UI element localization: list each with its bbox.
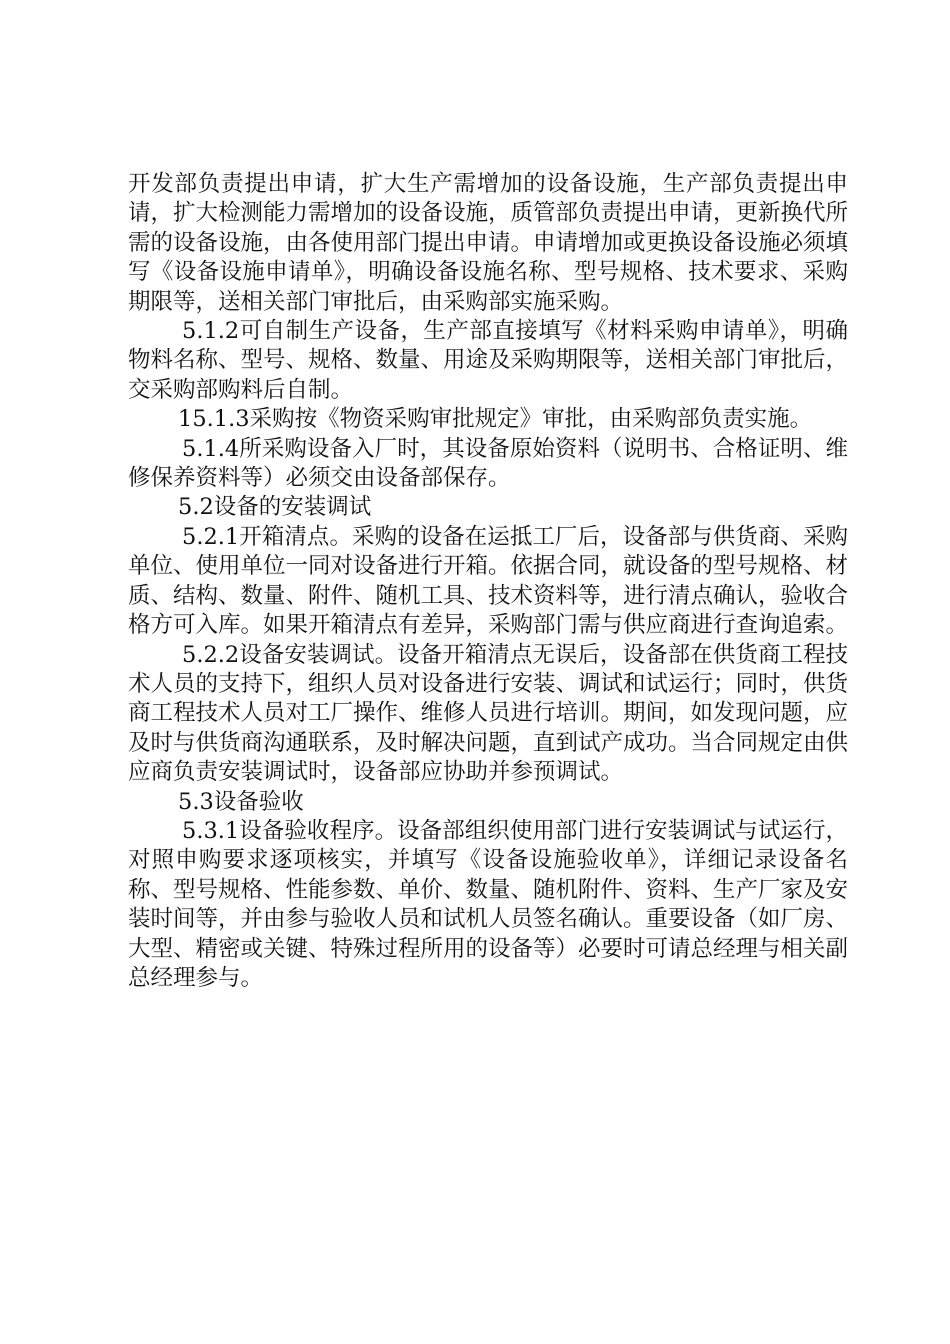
- document-body: [128, 170, 848, 993]
- paragraph-5-2-2: 5.2.2设备安装调试。设备开箱清点无误后，设备部在供货商工程技术人员的支持下，组织人员对设备进行安装、调试和试运行；同时，供货商工程技术人员对工厂操作、维修人员进行培训。期间，如发现问题，应及时与供货商沟通联系，及时解决问题，直到试产成功。当合同规定由供应商负责安装调试时，设备部应协助并参预调试。: [128, 641, 849, 786]
- section-heading-5-3: 5.3设备验收: [178, 788, 304, 815]
- paragraph-5-2-1: 5.2.1开箱清点。采购的设备在运抵工厂后，设备部与供货商、采购单位、使用单位一同对设备进行开箱。依据合同，就设备的型号规格、材质、结构、数量、附件、随机工具、技术资料等，进行清点确认，验收合格方可入库。如果开箱清点有差异，采购部门需与供应商进行查询追索。: [128, 523, 849, 639]
- section-heading-5-2: 5.2设备的安装调试: [178, 494, 372, 521]
- paragraph-application-procedure: 开发部负责提出申请，扩大生产需增加的设备设施，生产部负责提出申请，扩大检测能力需增加的设备设施，质管部负责提出申请，更新换代所需的设备设施，由各使用部门提出申请。申请增加或更换设备设施必须填写《设备设施申请单》，明确设备设施名称、型号规格、技术要求、采购期限等，送相关部门审批后，由采购部实施采购。: [128, 171, 849, 315]
- paragraph-15-1-3: 15.1.3采购按《物资采购审批规定》审批，由采购部负责实施。: [178, 406, 813, 433]
- paragraph-5-3-1: 5.3.1设备验收程序。设备部组织使用部门进行安装调试与试运行，对照申购要求逐项核实，并填写《设备设施验收单》，详细记录设备名称、型号规格、性能参数、单价、数量、随机附件、资料、生产厂家及安装时间等，并由参与验收人员和试机人员签名确认。重要设备（如厂房、大型、精密或关键、特殊过程所用的设备等）必要时可请总经理与相关副总经理参与。: [128, 817, 849, 991]
- paragraph-5-1-4: 5.1.4所采购设备入厂时，其设备原始资料（说明书、合格证明、维修保养资料等）必须交由设备部保存。: [128, 435, 848, 492]
- paragraph-5-1-2: 5.1.2可自制生产设备，生产部直接填写《材料采购申请单》，明确物料名称、型号、规格、数量、用途及采购期限等，送相关部门审批后，交采购部购料后自制。: [128, 318, 849, 403]
